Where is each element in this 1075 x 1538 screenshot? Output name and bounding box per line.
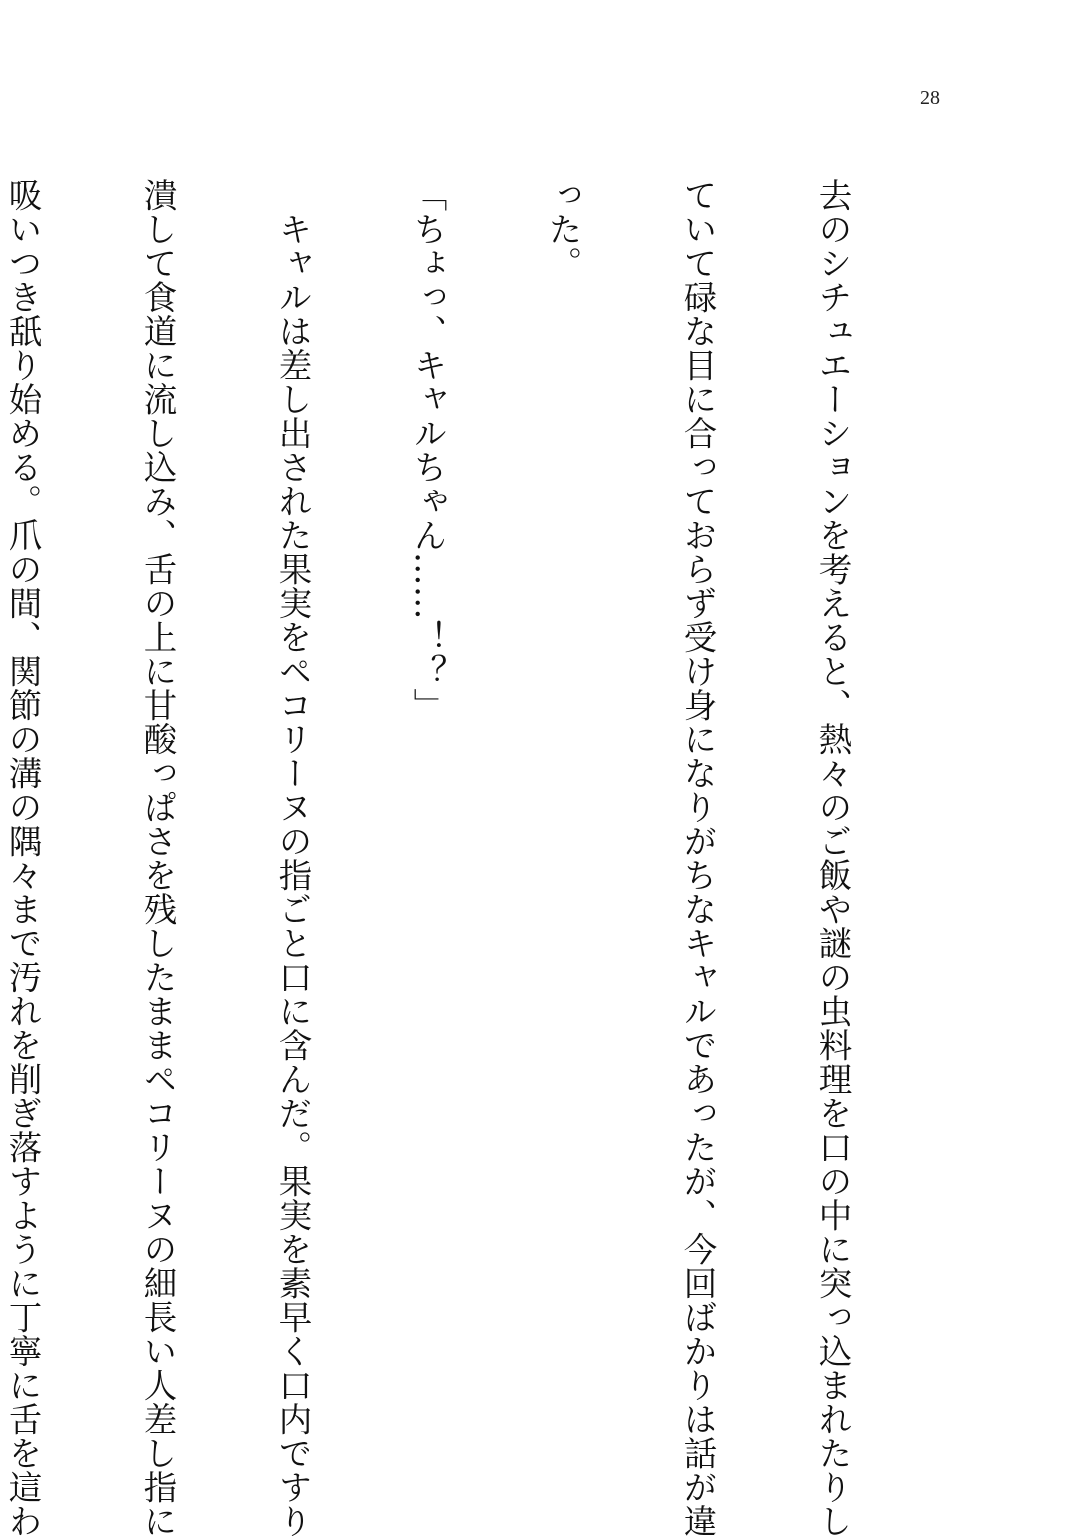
- text-line: 吸いつき舐り始める。爪の間、関節の溝の隅々まで汚れを削ぎ落すように丁寧に舌を這わ: [3, 178, 42, 1538]
- dialogue-line: 「ちょっ、キャルちゃん……！？」: [408, 178, 447, 722]
- text-line: キャルは差し出された果実をペコリーヌの指ごと口に含んだ。果実を素早く口内ですり: [273, 178, 312, 1538]
- text-line: 去のシチュエーションを考えると、熱々のご飯や謎の虫料理を口の中に突っ込まれたりし: [813, 178, 852, 1538]
- text-line: ていて碌な目に合っておらず受け身になりがちなキャルであったが、今回ばかりは話が違: [678, 178, 717, 1538]
- page-number: 28: [920, 87, 940, 109]
- body-text: [0, 178, 945, 1538]
- text-line: った。: [543, 178, 582, 280]
- text-line: 潰して食道に流し込み、舌の上に甘酸っぱさを残したままペコリーヌの細長い人差し指に: [138, 178, 177, 1538]
